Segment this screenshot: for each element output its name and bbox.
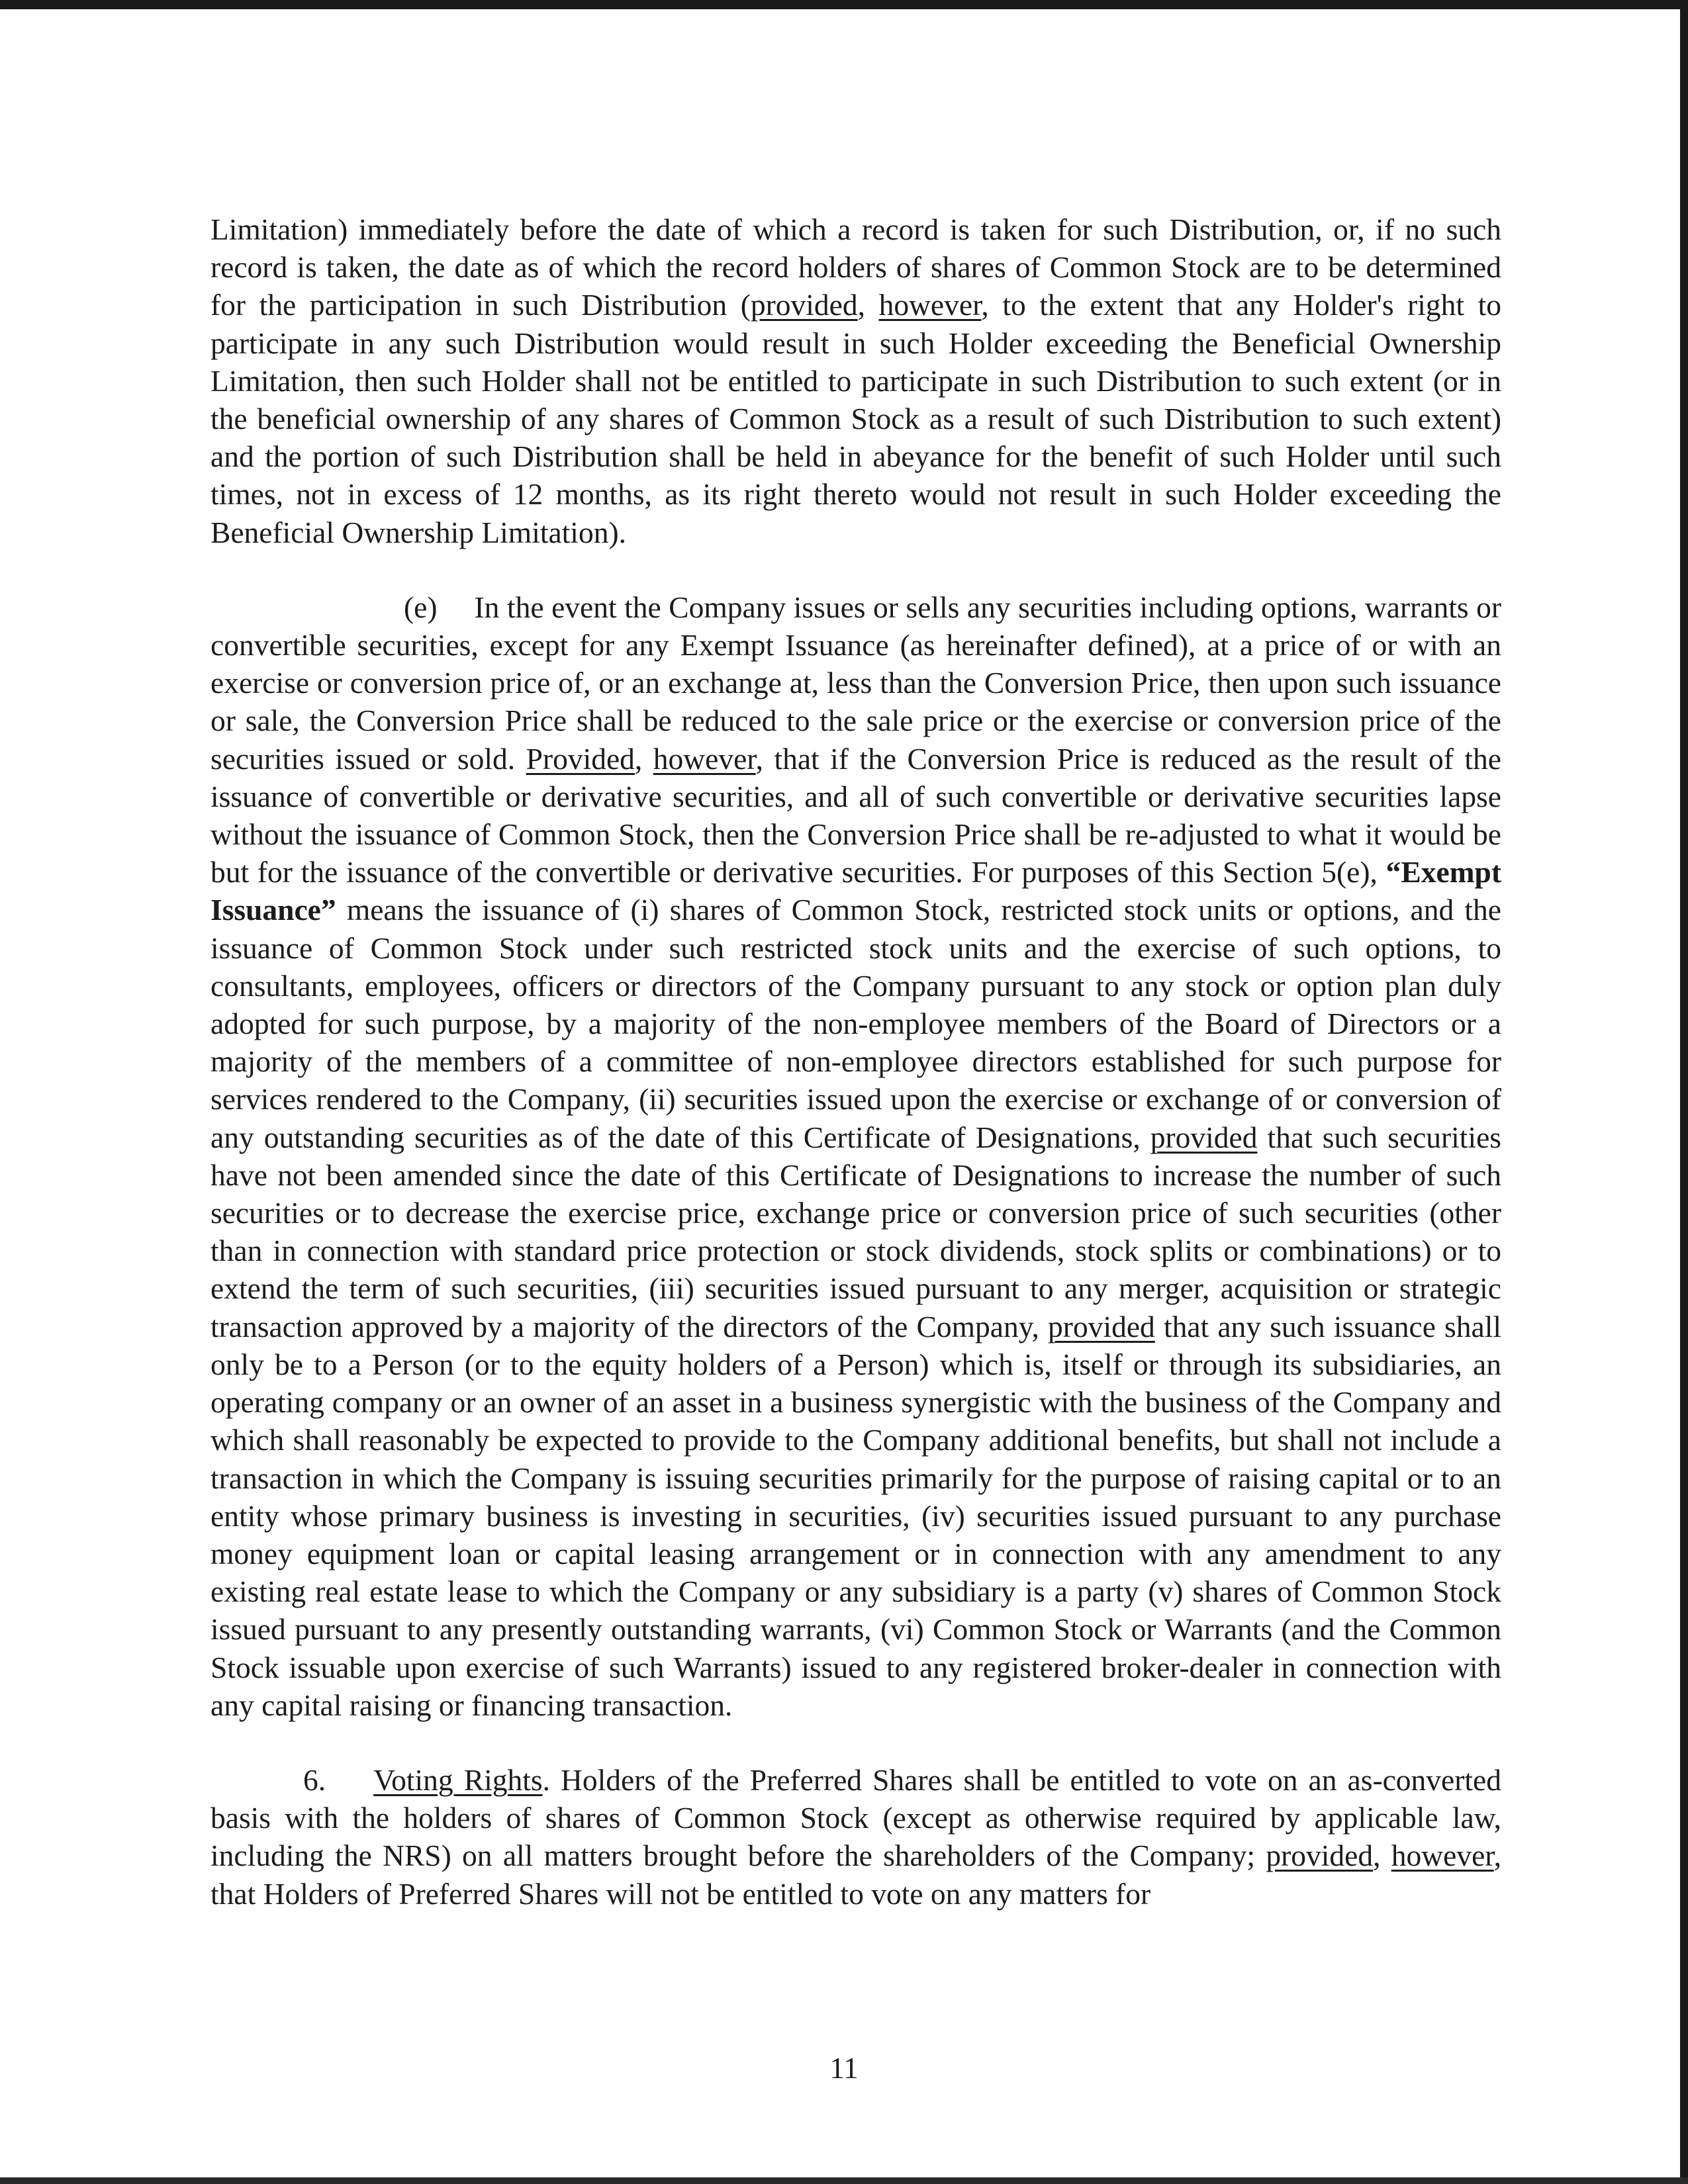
text-run: Limitation) immediately before the date of which a record is taken for such Distribution, or, if no such record is taken, the date as of which the record holders of shares of Common Stock are to be determined for the participation in such Distribution ( <box>211 212 1501 322</box>
underlined-term: however <box>653 741 756 776</box>
underlined-term: however <box>1391 1839 1494 1873</box>
section-marker-6: 6. <box>303 1762 326 1797</box>
defined-term: “Exempt Issuance” <box>211 855 1501 927</box>
text-run: , <box>634 741 653 776</box>
scan-border-top <box>0 0 1688 9</box>
text-run: , that if the Conversion Price is reduced as the result of the issuance of convertible or derivative securities, and all of such convertible or derivative securities lapse without the issuance of Common Stock, then the Conversion Price shall be re-adjusted to what it would be but for the issuance of the convertible or derivative securities. For purposes of this Section 5(e), <box>211 741 1501 889</box>
underlined-term: Voting Rights <box>373 1762 543 1797</box>
scan-border-bottom <box>0 2177 1688 2184</box>
section-marker-5e: (e) <box>404 590 438 624</box>
underlined-term: Provided <box>526 741 635 776</box>
text-run: , <box>857 288 879 322</box>
text-run: , <box>1373 1839 1391 1873</box>
scan-border-right <box>1680 0 1688 2184</box>
page-number: 11 <box>829 2052 859 2085</box>
paragraph-continued <box>211 210 1501 551</box>
text-run: , to the extent that any Holder's right to participate in any such Distribution would result in such Holder exceeding the Beneficial Ownership Limitation, then such Holder shall not be entitled to participate in such Distribution to such extent (or in the beneficial ownership of any shares of Common Stock as a result of such Distribution to such extent) and the portion of such Distribution shall be held in abeyance for the benefit of such Holder until such times, not in excess of 12 months, as its right thereto would not result in such Holder exceeding the Beneficial Ownership Limitation). <box>211 288 1502 549</box>
paragraph-section-6 <box>211 1761 1501 1913</box>
paragraph-section-5e <box>211 588 1501 1724</box>
underlined-term: provided <box>1150 1120 1258 1154</box>
underlined-term: provided <box>1048 1309 1155 1343</box>
text-run: In the event the Company issues or sells any securities including options, warrants or convertible securities, except for any Exempt Issuance (as hereinafter defined), at a price of or with an exercise or conversion price of, or an exchange at, less than the Conversion Price, then upon such issuance or sale, the Conversion Price shall be reduced to the sale price or the exercise or conversion price of the securities issued or sold. <box>211 590 1501 776</box>
text-run: . Holders of the Preferred Shares shall be entitled to vote on an as-converted basis with the holders of shares of Common Stock (except as otherwise required by applicable law, including the NRS) on all matters brought before the shareholders of the Company; <box>211 1762 1501 1873</box>
underlined-term: provided <box>1266 1839 1374 1873</box>
underlined-term: however <box>878 288 982 322</box>
text-run: that such securities have not been amended since the date of this Certificate of Designations to increase the number of such securities or to decrease the exercise price, exchange price or conversion price of such securities (other than in connection with standard price protection or stock dividends, stock splits or combinations) or to extend the term of such securities, (iii) securities issued pursuant to any merger, acquisition or strategic transaction approved by a majority of the directors of the Company, <box>211 1120 1501 1343</box>
document-body <box>211 210 1501 1913</box>
underlined-term: provided <box>750 288 858 322</box>
text-run: that any such issuance shall only be to a Person (or to the equity holders of a Person) which is, itself or through its subsidiaries, an operating company or an owner of an asset in a business synergistic with the business of the Company and which shall reasonably be expected to provide to the Company additional benefits, but shall not include a transaction in which the Company is issuing securities primarily for the purpose of raising capital or to an entity whose primary business is investing in securities, (iv) securities issued pursuant to any purchase money equipment loan or capital leasing arrangement or in connection with any amendment to any existing real estate lease to which the Company or any subsidiary is a party (v) shares of Common Stock issued pursuant to any presently outstanding warrants, (vi) Common Stock or Warrants (and the Common Stock issuable upon exercise of such Warrants) issued to any registered broker-dealer in connection with any capital raising or financing transaction. <box>211 1309 1501 1722</box>
text-run: , that Holders of Preferred Shares will not be entitled to vote on any matters for <box>211 1839 1501 1911</box>
text-run: means the issuance of (i) shares of Common Stock, restricted stock units or options, and the issuance of Common Stock under such restricted stock units and the exercise of such options, to consultants, employees, officers or directors of the Company pursuant to any stock or option plan duly adopted for such purpose, by a majority of the non-employee members of the Board of Directors or a majority of the members of a committee of non-employee directors established for such purpose for services rendered to the Company, (ii) securities issued upon the exercise or exchange of or conversion of any outstanding securities as of the date of this Certificate of Designations, <box>211 893 1501 1154</box>
